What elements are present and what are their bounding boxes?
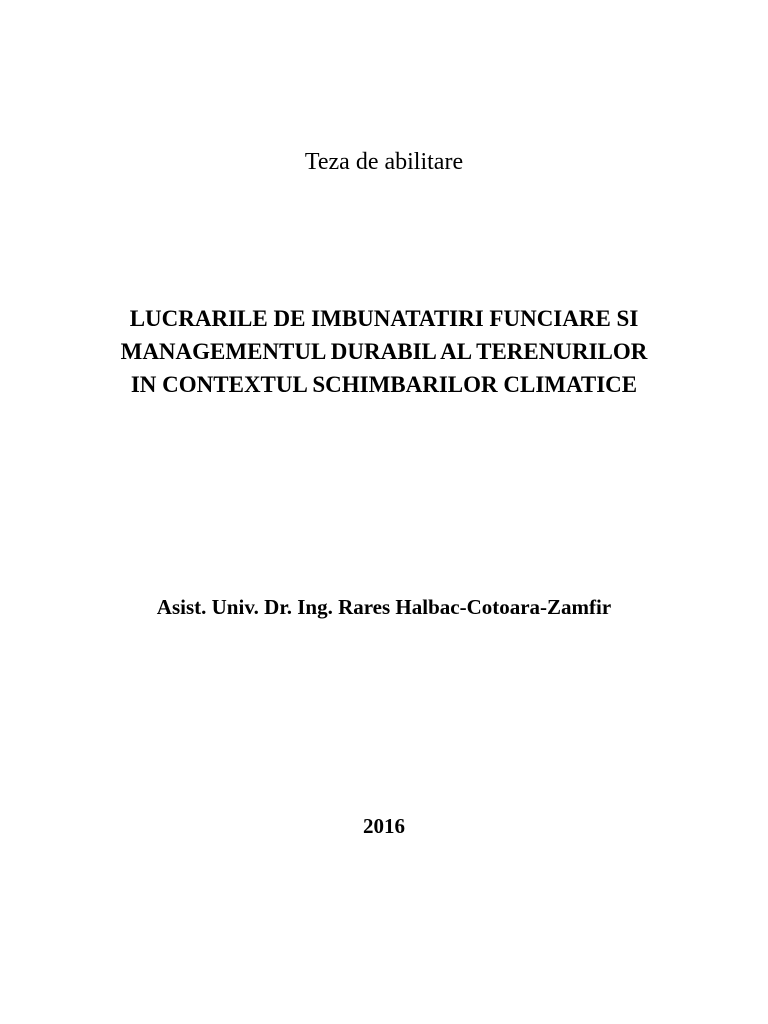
title-line-1: LUCRARILE DE IMBUNATATIRI FUNCIARE SI [129,306,639,331]
publication-year: 2016 [363,814,405,838]
title-line-2: MANAGEMENTUL DURABIL AL TERENURILOR [120,339,648,364]
document-type: Teza de abilitare [304,149,464,175]
title-line-3: IN CONTEXTUL SCHIMBARILOR CLIMATICE [130,372,638,397]
thesis-title [0,302,768,401]
author-name: Asist. Univ. Dr. Ing. Rares Halbac-Cotoara-Zamfir [156,595,612,619]
